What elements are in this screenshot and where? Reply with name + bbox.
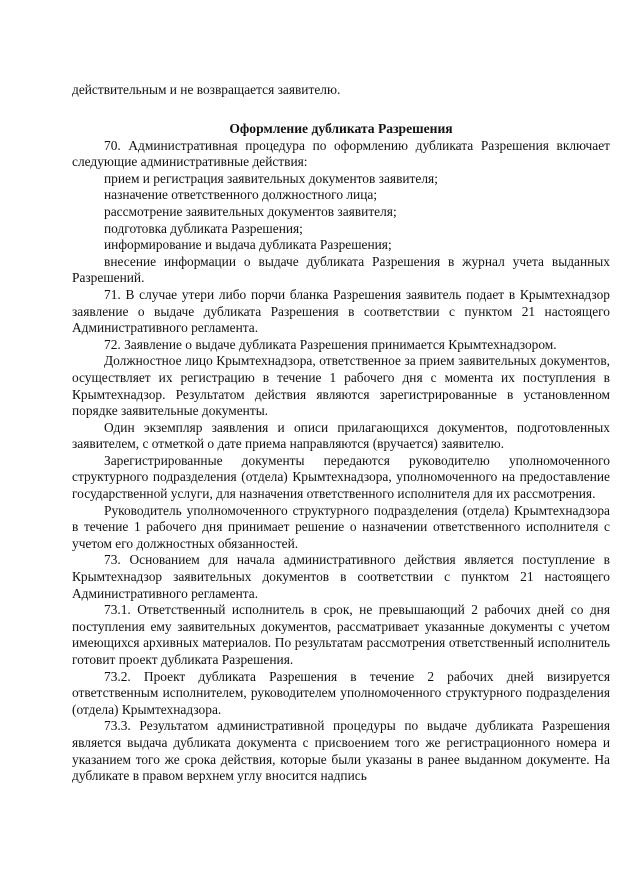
- paragraph-73: 73. Основанием для начала административного действия является поступление в Крымтехнадзор заявительных документов в соответствии с пунктом 21 настоящего Административного регламента.: [72, 552, 610, 601]
- paragraph-73-2: 73.2. Проект дубликата Разрешения в течение 2 рабочих дней визируется ответственным исполнителем, руководителем уполномоченного структурного подразделения (отдела) Крымтехнадзора.: [72, 668, 610, 717]
- paragraph-72-copy: Один экземпляр заявления и описи прилагающихся документов, подготовленных заявителем, с отметкой о дате приема направляются (вручается) заявителю.: [72, 419, 610, 452]
- list-item: информирование и выдача дубликата Разрешения;: [104, 237, 392, 253]
- paragraph-72-head: Руководитель уполномоченного структурного подразделения (отдела) Крымтехнадзора в течение 1 рабочего дня принимает решение о назначении ответственного исполнителя с учетом его должностных обязанностей.: [72, 502, 610, 551]
- paragraph-72-registration: Должностное лицо Крымтехнадзора, ответственное за прием заявительных документов, осуществляет их регистрацию в течение 1 рабочего дня с момента их поступления в Крымтехнадзор. Результатом действия являются зарегистрированные в установленном порядке заявительные документы.: [72, 353, 610, 419]
- paragraph-70: 70. Административная процедура по оформлению дубликата Разрешения включает следующие административные действия:: [72, 137, 610, 170]
- paragraph-72: 72. Заявление о выдаче дубликата Разрешения принимается Крымтехнадзором.: [104, 336, 557, 352]
- paragraph-71: 71. В случае утери либо порчи бланка Разрешения заявитель подает в Крымтехнадзор заявление о выдаче дубликата Разрешения в соответствии с пунктом 21 настоящего Административного регламента.: [72, 286, 610, 336]
- list-item-last: внесение информации о выдаче дубликата Разрешения в журнал учета выданных Разрешений.: [72, 253, 610, 286]
- section-heading: Оформление дубликата Разрешения: [229, 120, 453, 136]
- paragraph-73-3: 73.3. Результатом административной процедуры по выдаче дубликата Разрешения является выдача дубликата документа с присвоением того же регистрационного номера и указанием того же срока действия, которые были указаны в ранее выданном документе. На дубликате в правом верхнем углу вносится надпись: [72, 718, 610, 784]
- list-item: прием и регистрация заявительных документов заявителя;: [104, 170, 438, 186]
- list-item: подготовка дубликата Разрешения;: [104, 220, 303, 236]
- list-item: назначение ответственного должностного лица;: [104, 187, 378, 203]
- list-item: рассмотрение заявительных документов заявителя;: [104, 203, 397, 219]
- paragraph-72-transfer: Зарегистрированные документы передаются руководителю уполномоченного структурного подразделения (отдела) Крымтехнадзора, уполномоченного на предоставление государственной услуги, для назначения ответственного исполнителя для их рассмотрения.: [72, 452, 610, 502]
- paragraph-73-1: 73.1. Ответственный исполнитель в срок, не превышающий 2 рабочих дней со дня поступления ему заявительных документов, рассматривает указанные документы с учетом имеющихся архивных материалов. По результатам рассмотрения ответственный исполнитель готовит проект дубликата Разрешения.: [72, 602, 610, 667]
- continuation-line: действительным и не возвращается заявителю.: [72, 82, 341, 97]
